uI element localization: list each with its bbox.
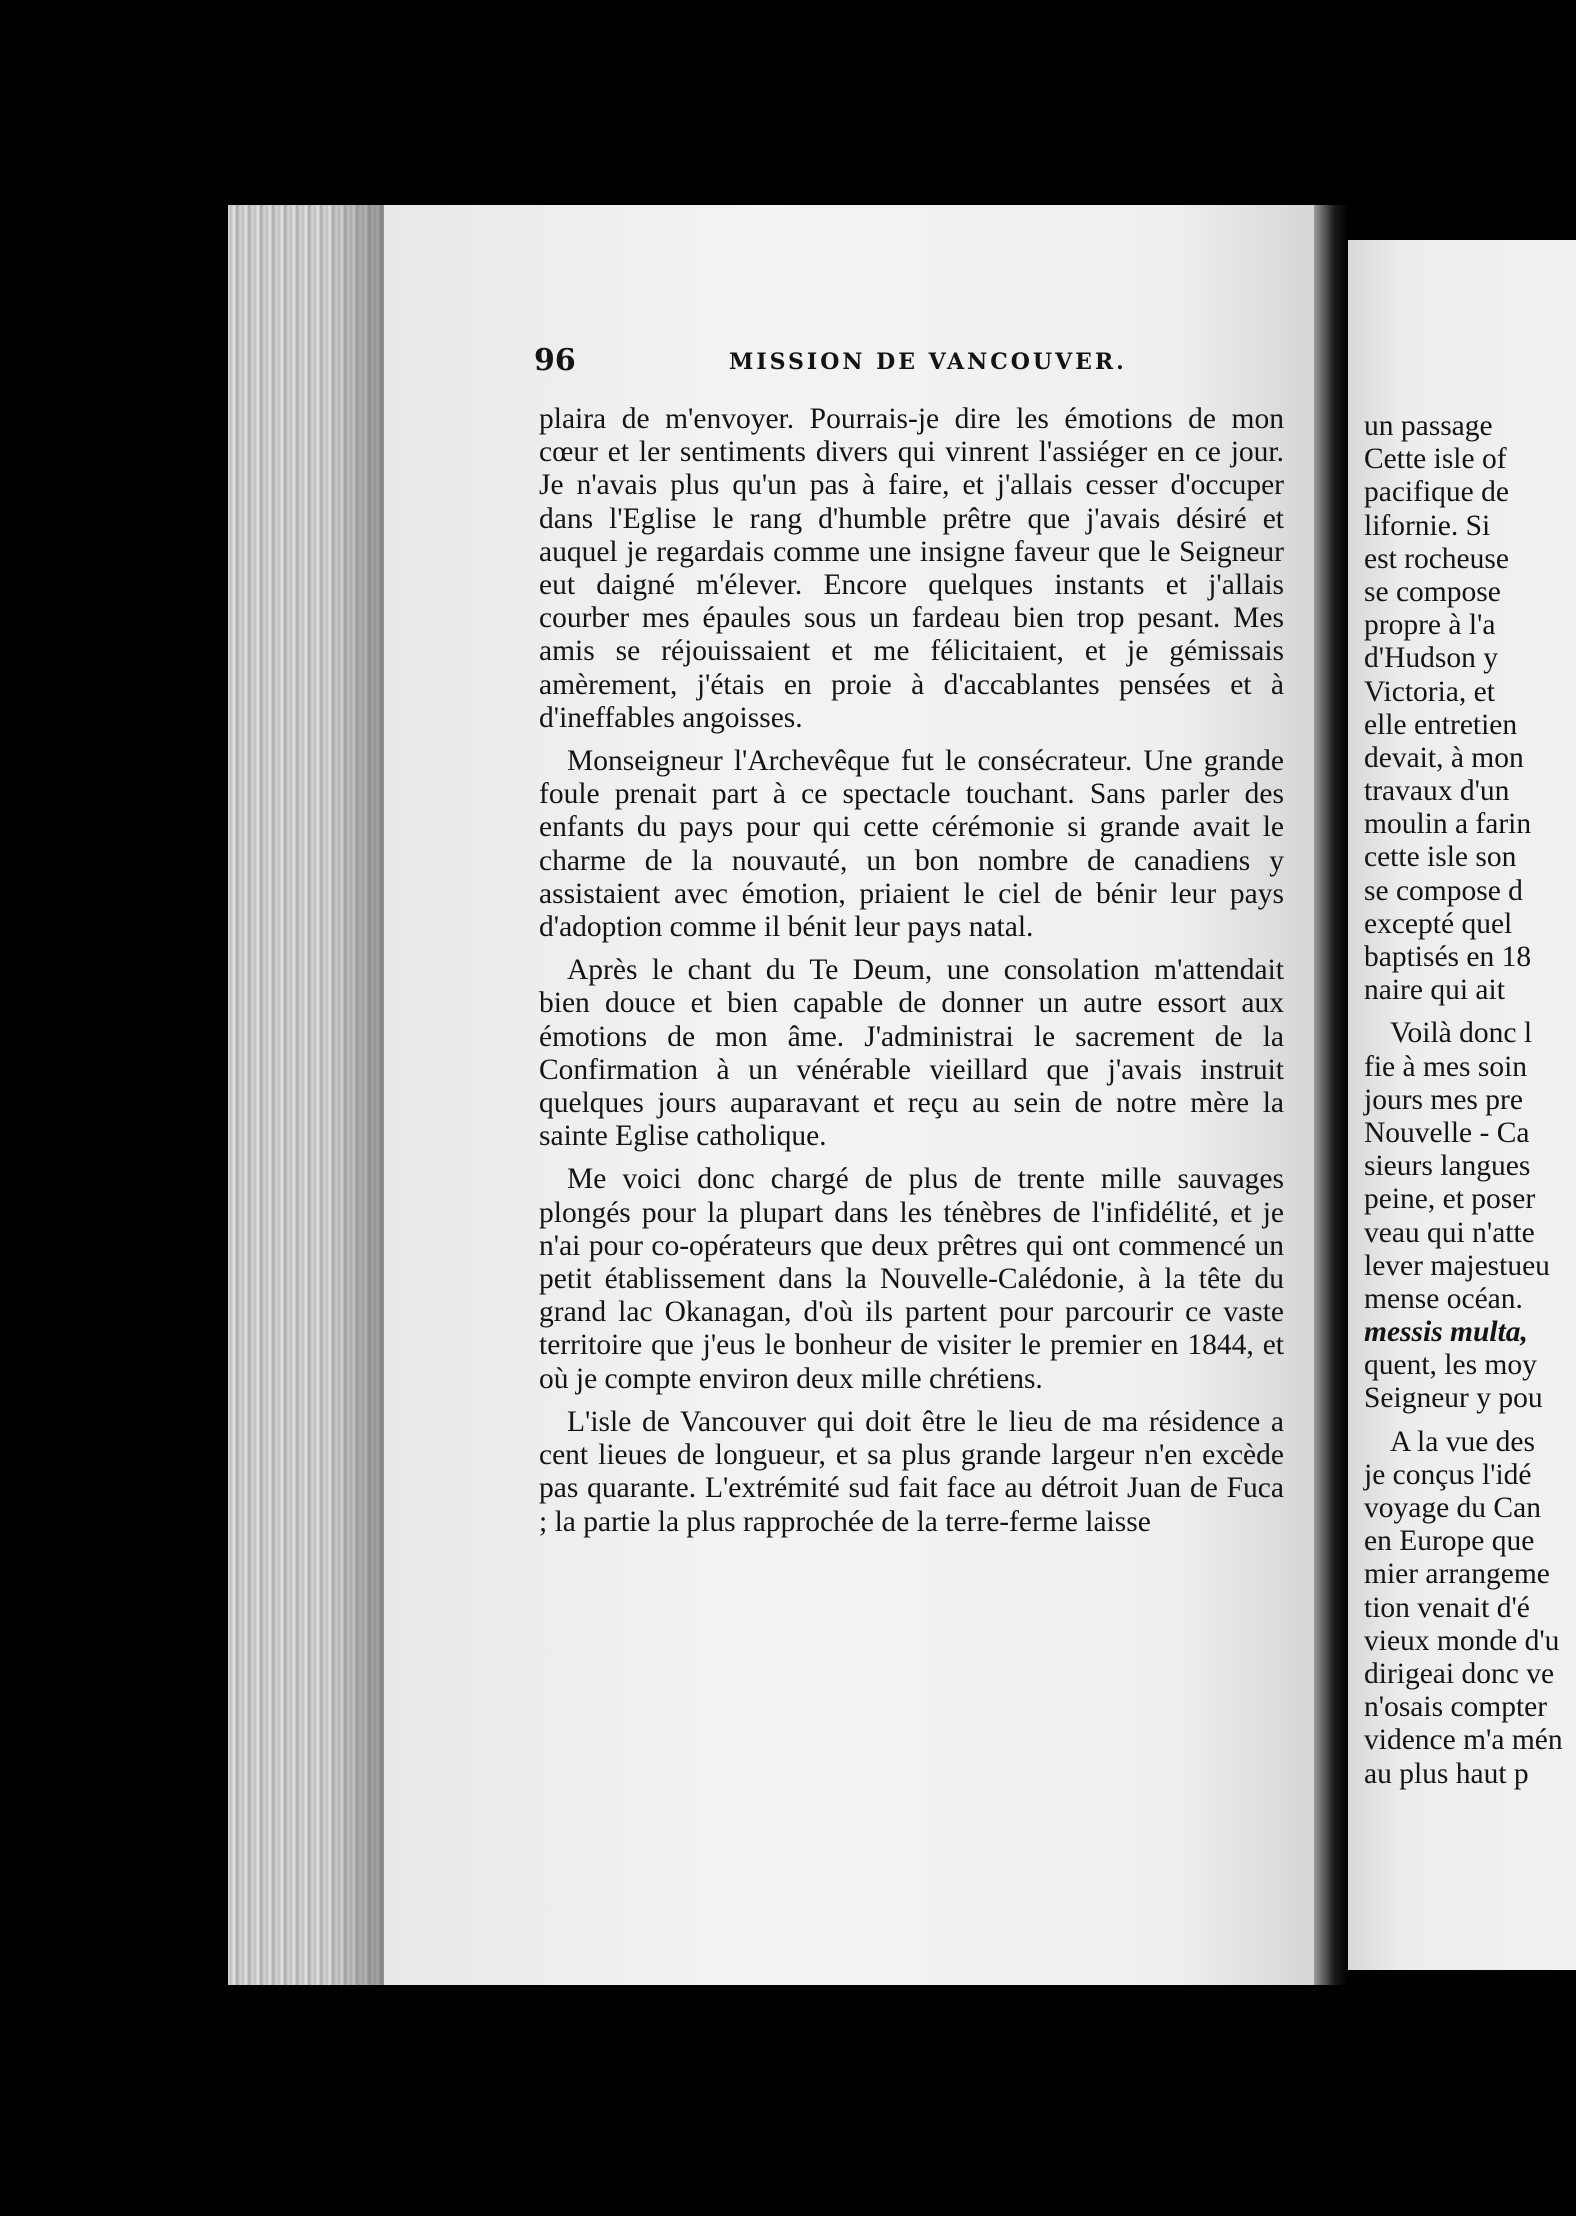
page-number: 96	[534, 343, 576, 378]
body-text	[539, 403, 1284, 1549]
paragraph-3: Après le chant du Te Deum, une consolation m'attendait bien douce et bien capable de donner un autre essort aux émotions de mon âme. J'administrai le sacrement de la Confirmation à un vénérable vieillard que j'avais instruit quelques jours auparavant et reçu au sein de notre mère la sainte Eglise catholique.	[539, 954, 1284, 1153]
right-line: un passage	[1364, 410, 1493, 442]
right-line: mier arrangeme	[1364, 1558, 1550, 1591]
right-line: Seigneur y pou	[1364, 1382, 1543, 1415]
right-line: se compose	[1364, 575, 1501, 608]
right-line: en Europe que	[1364, 1525, 1535, 1558]
page-fore-edges	[228, 205, 388, 1985]
book-gutter	[1314, 205, 1348, 1985]
running-title: MISSION DE VANCOUVER.	[729, 349, 1127, 375]
right-line: naire qui ait	[1364, 974, 1505, 1007]
right-line: voyage du Can	[1364, 1492, 1541, 1524]
right-page	[1348, 240, 1576, 1970]
right-line: Voilà donc l	[1390, 1017, 1533, 1050]
right-line: messis multa,	[1364, 1316, 1528, 1349]
right-line: dirigeai donc ve	[1364, 1657, 1555, 1690]
right-line: tion venait d'é	[1364, 1591, 1530, 1624]
right-line: pacifique de	[1364, 476, 1509, 509]
right-line: propre à l'a	[1364, 609, 1496, 642]
right-line: excepté quel	[1364, 907, 1513, 940]
right-line: au plus haut p	[1364, 1757, 1529, 1790]
right-line: lifornie. Si	[1364, 509, 1491, 542]
left-page	[384, 205, 1314, 1985]
right-line: devait, à mon	[1364, 741, 1524, 774]
paragraph-1: plaira de m'envoyer. Pourrais-je dire les émotions de mon cœur et ler sentiments divers qui vinrent l'assiéger en ce jour. Je n'avais plus qu'un pas à faire, et j'allais cesser d'occuper dans l'Eglise le rang d'humble prêtre que j'avais désiré et auquel je regardais comme une insigne faveur que le Seigneur eut daigné m'élever. Encore quelques instants et j'allais courber mes épaules sous un fardeau bien trop pesant. Mes amis se réjouissaient et me félicitaient, et je gémissais amèrement, j'étais en proie à d'accablantes pensées et à d'ineffables angoisses.	[539, 403, 1284, 734]
right-line: baptisés en 18	[1364, 941, 1532, 973]
right-line: lever majestueu	[1364, 1249, 1550, 1282]
right-line: n'osais compter	[1364, 1691, 1548, 1724]
right-line: je conçus l'idé	[1364, 1458, 1532, 1491]
right-line: fie à mes soin	[1364, 1050, 1528, 1083]
right-line: elle entretien	[1364, 708, 1518, 741]
right-line: moulin a farin	[1364, 808, 1532, 841]
paragraph-5: L'isle de Vancouver qui doit être le lieu de ma résidence a cent lieues de longueur, et sa plus grande largeur n'en excède pas quarante. L'extrémité sud fait face au détroit Juan de Fuca ; la partie la plus rapprochée de la terre-ferme laisse	[539, 1405, 1284, 1538]
right-line: cette isle son	[1364, 841, 1517, 874]
right-line: d'Hudson y	[1364, 642, 1498, 675]
paragraph-2: Monseigneur l'Archevêque fut le consécrateur. Une grande foule prenait part à ce spectacle touchant. Sans parler des enfants du pays pour qui cette cérémonie si grande avait le charme de la nouvauté, un bon nombre de canadiens y assistaient avec émotion, priaient le ciel de bénir leur pays d'adoption comme il bénit leur pays natal.	[539, 745, 1284, 944]
right-line: vieux monde d'u	[1364, 1624, 1560, 1657]
paragraph-4: Me voici donc chargé de plus de trente mille sauvages plongés pour la plupart dans les ténèbres de l'infidélité, et je n'ai pour co-opérateurs que deux prêtres qui ont commencé un petit établissement dans la Nouvelle-Calédonie, à la tête du grand lac Okanagan, d'où ils partent pour parcourir ce vaste territoire que j'eus le bonheur de visiter le premier en 1844, et où je compte environ deux mille chrétiens.	[539, 1163, 1284, 1395]
right-line: peine, et poser	[1364, 1183, 1536, 1216]
right-line: Nouvelle - Ca	[1364, 1116, 1530, 1149]
right-line: vidence m'a mén	[1364, 1724, 1563, 1757]
running-head	[534, 343, 1284, 383]
right-line: A la vue des	[1390, 1425, 1536, 1458]
right-line: veau qui n'atte	[1364, 1216, 1535, 1249]
right-line: Cette isle of	[1364, 443, 1507, 476]
right-page-text	[1364, 410, 1576, 1791]
right-line: sieurs langues	[1364, 1150, 1531, 1183]
right-line: travaux d'un	[1364, 775, 1510, 808]
right-line: Victoria, et	[1364, 675, 1495, 708]
right-line: se compose d	[1364, 874, 1523, 907]
right-line: jours mes pre	[1364, 1083, 1523, 1116]
right-line: quent, les moy	[1364, 1349, 1537, 1382]
right-line: mense océan.	[1364, 1282, 1523, 1315]
right-line: est rocheuse	[1364, 542, 1509, 575]
